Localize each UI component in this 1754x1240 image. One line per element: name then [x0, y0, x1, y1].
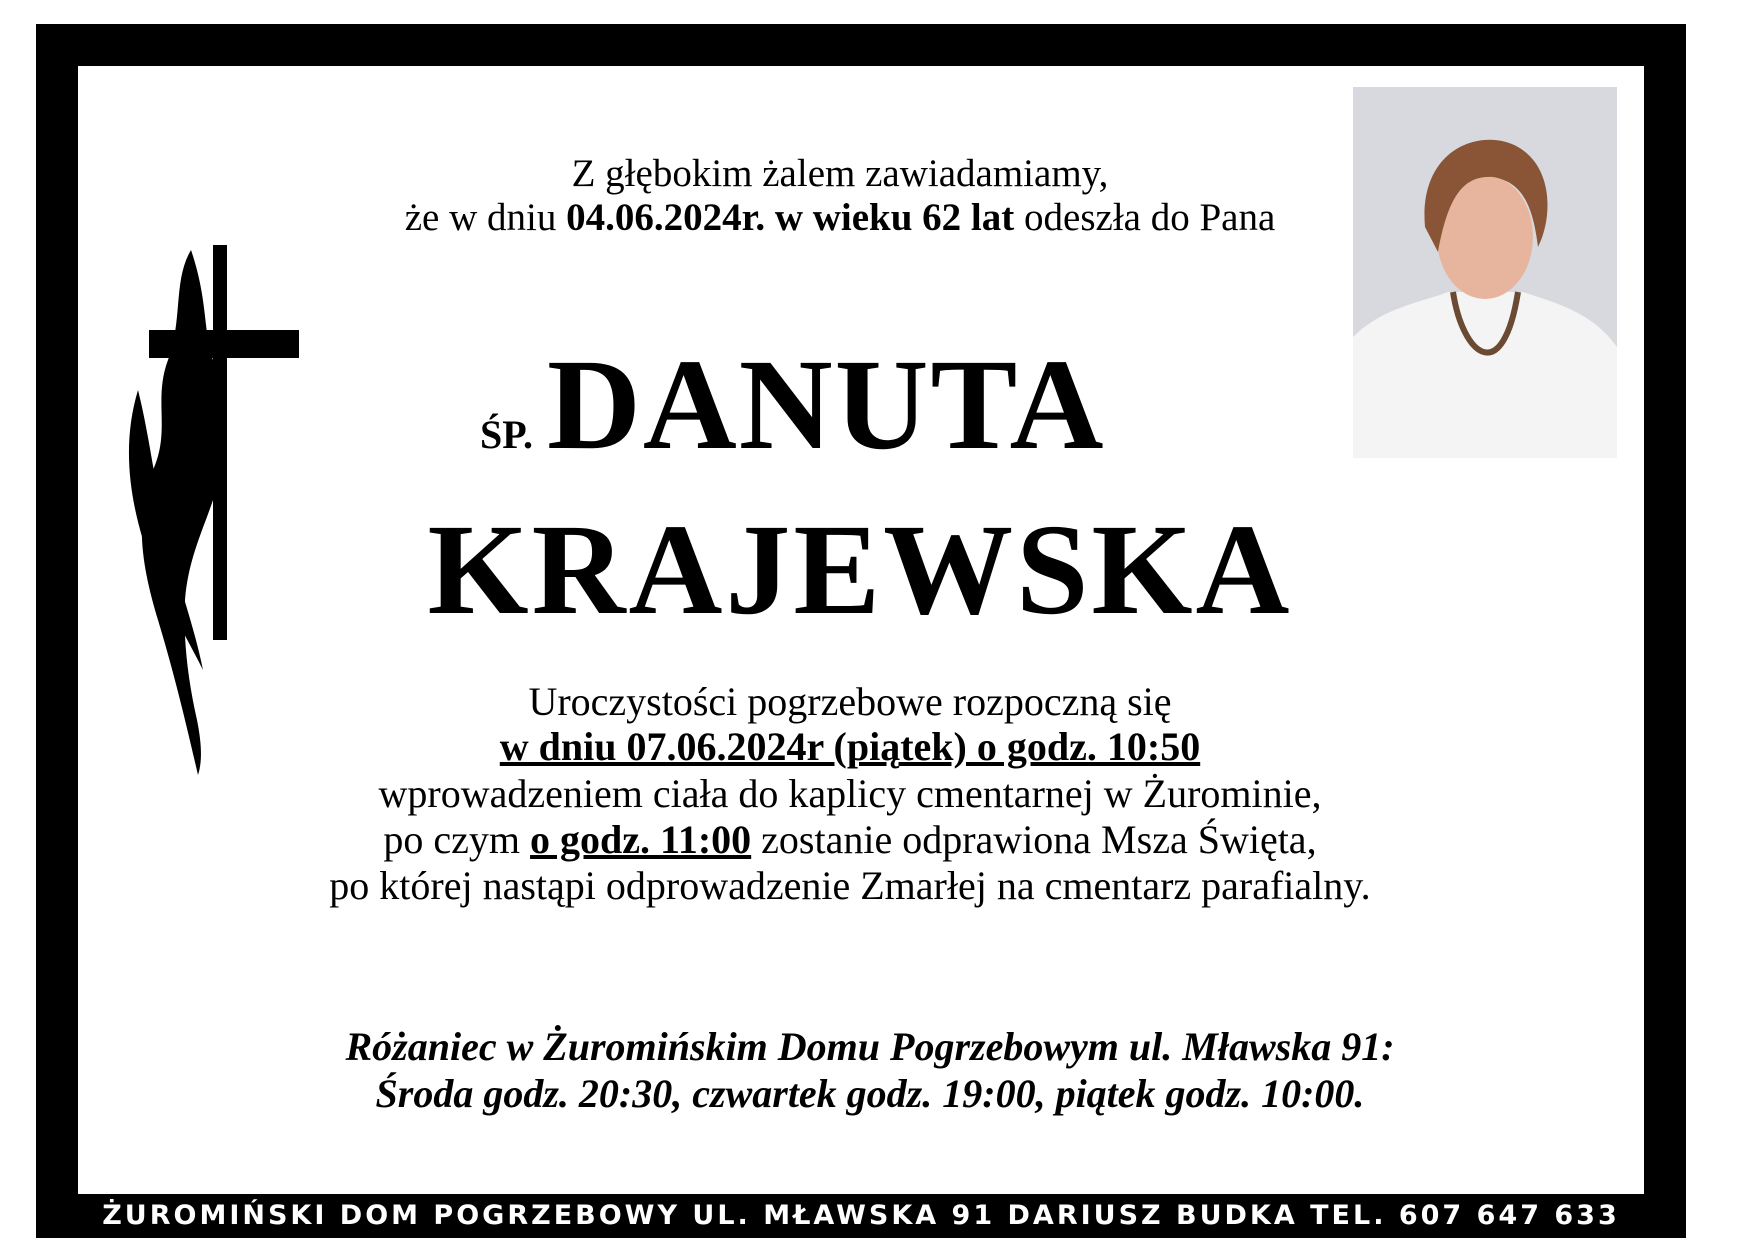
ceremony-line-1: Uroczystości pogrzebowe rozpoczną się	[528, 679, 1172, 724]
ceremony-line-3: wprowadzeniem ciała do kaplicy cmentarnej w Żurominie,	[378, 771, 1322, 816]
last-name: KRAJEWSKA	[427, 498, 1293, 642]
intro-line-2-pre: że w dniu	[404, 196, 567, 239]
intro-line-2	[250, 196, 1430, 240]
ceremony-line-5: po której nastąpi odprowadzenie Zmarłej na cmentarz parafialny.	[329, 863, 1371, 908]
sp-prefix: ŚP.	[480, 412, 534, 457]
rosary-line-2: Środa godz. 20:30, czwartek godz. 19:00, piątek godz. 10:00.	[375, 1071, 1365, 1116]
first-name: DANUTA	[547, 333, 1106, 477]
ceremony-line-4	[200, 818, 1500, 862]
portrait-photo	[1353, 87, 1617, 458]
rosary-line-1: Różaniec w Żuromińskim Domu Pogrzebowym ul. Mławska 91:	[345, 1024, 1395, 1069]
ceremony-line-4-pre: po czym	[383, 817, 531, 862]
intro-line-1: Z głębokim żalem zawiadamiamy,	[571, 152, 1109, 195]
name-line-1	[480, 330, 1106, 480]
ceremony-line-2	[200, 725, 1500, 769]
funeral-home-footer: ŻUROMIŃSKI DOM POGRZEBOWY UL. MŁAWSKA 91 DARIUSZ BUDKA TEL. 607 647 633	[36, 1194, 1686, 1238]
ceremony-date-time: w dniu 07.06.2024r (piątek) o godz. 10:50	[499, 724, 1201, 769]
ceremony-line-4-post: zostanie odprawiona Msza Święta,	[751, 817, 1317, 862]
intro-date-age: 04.06.2024r. w wieku 62 lat	[566, 196, 1015, 239]
mass-time: o godz. 11:00	[530, 817, 752, 862]
intro-line-2-post: odeszła do Pana	[1014, 196, 1276, 239]
